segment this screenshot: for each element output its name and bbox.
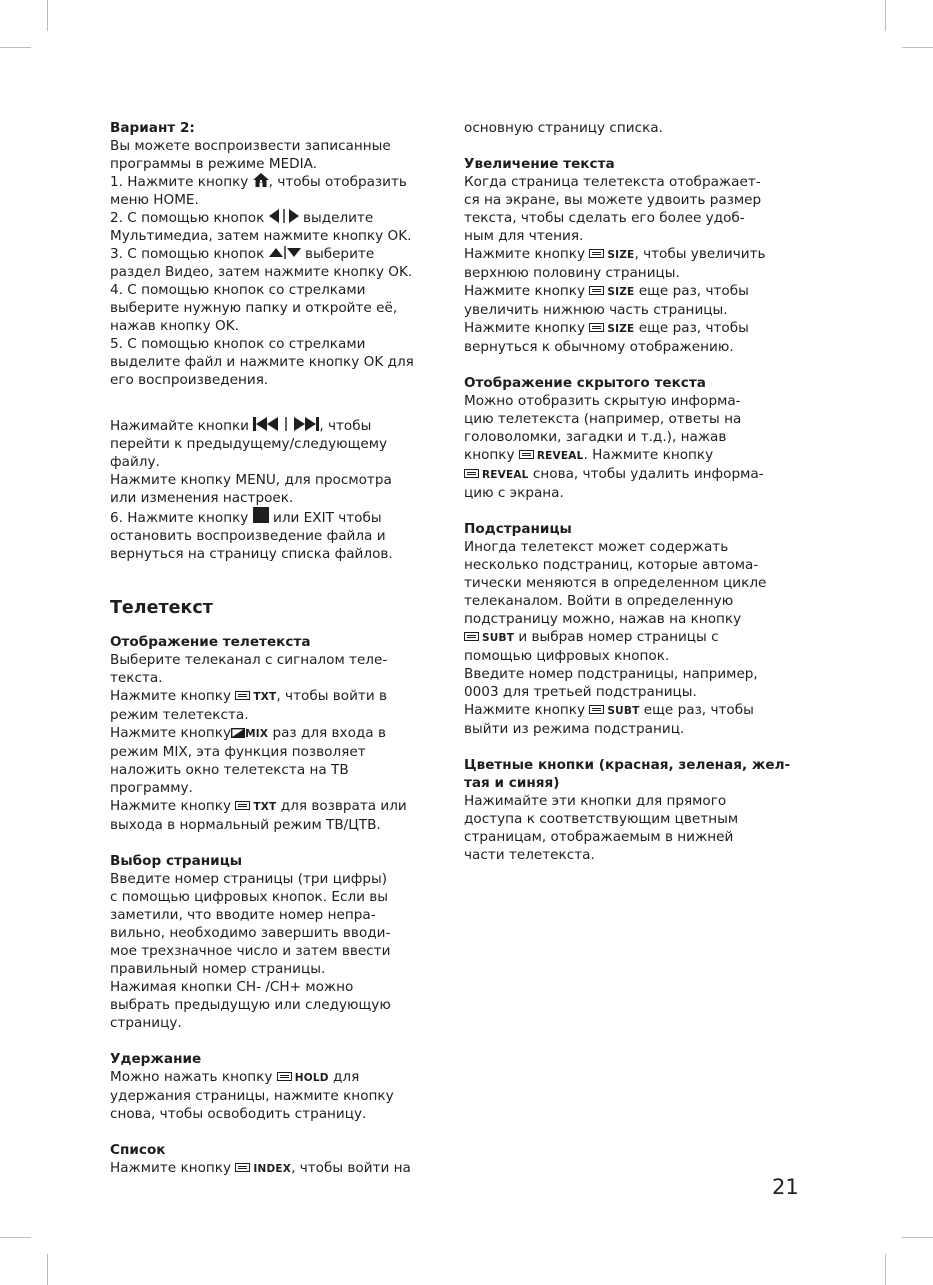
- size-icon: [589, 249, 604, 258]
- text-line: Можно отобразить скрытую информа-: [464, 393, 741, 409]
- text-line: текста.: [110, 670, 163, 686]
- text-span: и выбрав номер страницы с: [514, 629, 719, 645]
- subtitle-icon: [589, 705, 604, 714]
- crop-mark: [0, 1237, 31, 1238]
- text-line: меню HOME.: [110, 192, 199, 208]
- index-icon: [235, 1163, 250, 1172]
- button-label: MIX: [245, 728, 269, 740]
- text-span: еще раз, чтобы: [634, 283, 749, 299]
- text-span: или EXIT чтобы: [268, 510, 382, 526]
- color-buttons-heading: тая и синяя): [464, 775, 560, 791]
- text-line: мое трехзначное число и затем ввести: [110, 943, 391, 959]
- text-line: Когда страница телетекста отображает-: [464, 174, 761, 190]
- text-span: еще раз, чтобы: [639, 702, 754, 718]
- prev-next-icon: [253, 417, 319, 431]
- text-span: , чтобы: [319, 418, 372, 434]
- text-line: Введите номер подстраницы, например,: [464, 666, 758, 682]
- reveal-heading: Отображение скрытого текста: [464, 375, 706, 391]
- text-line: файлу.: [110, 454, 160, 470]
- size-icon: [589, 286, 604, 295]
- text-line: доступа к соответствующим цветным: [464, 811, 739, 827]
- text-line: нажав кнопку OK.: [110, 318, 239, 334]
- mix-icon: [231, 728, 245, 738]
- teletext-icon: [235, 691, 250, 700]
- text-span: для: [328, 1069, 360, 1085]
- text-line: Введите номер страницы (три цифры): [110, 871, 388, 887]
- button-label: TXT: [253, 801, 277, 813]
- text-line: снова, чтобы освободить страницу.: [110, 1106, 367, 1122]
- text-line: остановить воспроизведение файла и: [110, 528, 386, 544]
- button-label: SIZE: [607, 286, 635, 298]
- text-line: ся на экране, вы можете удвоить размер: [464, 192, 762, 208]
- text-line: 4. С помощью кнопок со стрелками: [110, 282, 366, 298]
- text-line: [110, 724, 444, 743]
- text-line: [464, 282, 798, 301]
- text-span: Нажмите кнопку: [110, 725, 232, 741]
- text-span: Нажмите кнопку: [464, 283, 590, 299]
- stop-icon: [253, 507, 269, 523]
- text-line: увеличить нижнюю часть страницы.: [464, 302, 728, 318]
- text-line: или изменения настроек.: [110, 490, 294, 506]
- text-span: Нажмите кнопку: [464, 702, 590, 718]
- text-span: , чтобы отобразить: [268, 174, 407, 190]
- crop-mark: [47, 0, 48, 31]
- text-span: 2. С помощью кнопок: [110, 210, 269, 226]
- text-line: Выберите телеканал с сигналом теле-: [110, 652, 388, 668]
- text-line: [110, 1068, 444, 1087]
- text-line: помощью цифровых кнопок.: [464, 648, 670, 664]
- text-line: Иногда телетекст может содержать: [464, 539, 729, 555]
- hold-heading: Удержание: [110, 1051, 202, 1067]
- text-line: основную страницу списка.: [464, 120, 663, 136]
- text-line: программу.: [110, 780, 193, 796]
- text-span: , чтобы войти на: [291, 1160, 411, 1176]
- left-right-arrows-icon: [269, 209, 299, 223]
- text-line: [464, 701, 798, 720]
- text-line: [464, 245, 798, 264]
- list-heading: Список: [110, 1142, 166, 1158]
- subpages-heading: Подстраницы: [464, 521, 572, 537]
- text-span: для возврата или: [276, 798, 407, 814]
- text-line: страницу.: [110, 1015, 182, 1031]
- text-line: [464, 319, 798, 338]
- crop-mark: [902, 47, 933, 48]
- text-span: Нажмите кнопку: [464, 246, 590, 262]
- text-line: [110, 507, 444, 527]
- text-line: цию с экрана.: [464, 485, 564, 501]
- text-span: 1. Нажмите кнопку: [110, 174, 253, 190]
- text-span: . Нажмите кнопку: [583, 447, 714, 463]
- teletext-icon: [235, 801, 250, 810]
- text-line: заметили, что вводите номер непра-: [110, 907, 376, 923]
- crop-mark: [885, 1254, 886, 1285]
- size-icon: [589, 323, 604, 332]
- text-span: 6. Нажмите кнопку: [110, 510, 253, 526]
- button-label: REVEAL: [536, 450, 584, 462]
- crop-mark: [902, 1237, 933, 1238]
- section-title: Телетекст: [110, 598, 213, 618]
- button-label: SIZE: [607, 249, 635, 261]
- text-line: головоломки, загадки и т.д.), нажав: [464, 429, 727, 445]
- subtitle-icon: [464, 632, 479, 641]
- button-label: INDEX: [253, 1163, 292, 1175]
- left-column: [110, 119, 444, 1178]
- text-span: Можно нажать кнопку: [110, 1069, 277, 1085]
- text-line: текста, чтобы сделать его более удоб-: [464, 210, 745, 226]
- text-line: его воспроизведения.: [110, 372, 269, 388]
- reveal-icon: [519, 450, 534, 459]
- text-line: [110, 687, 444, 706]
- text-line: 0003 для третьей подстраницы.: [464, 684, 697, 700]
- crop-mark: [885, 0, 886, 31]
- home-icon: [253, 173, 269, 187]
- text-line: цию телетекста (например, ответы на: [464, 411, 742, 427]
- text-line: выбрать предыдущую или следующую: [110, 997, 391, 1013]
- text-line: подстраницу можно, нажав на кнопку: [464, 611, 742, 627]
- text-line: 5. С помощью кнопок со стрелками: [110, 336, 366, 352]
- button-label: SIZE: [607, 323, 635, 335]
- text-line: [464, 628, 798, 647]
- right-column: [464, 119, 798, 864]
- reveal-icon: [464, 469, 479, 478]
- text-line: режим MIX, эта функция позволяет: [110, 744, 366, 760]
- text-line: выйти из режима подстраниц.: [464, 721, 685, 737]
- text-line: верхнюю половину страницы.: [464, 265, 680, 281]
- text-line: несколько подстраниц, которые автома-: [464, 557, 759, 573]
- text-line: Мультимедиа, затем нажмите кнопку OK.: [110, 228, 412, 244]
- text-line: [110, 173, 444, 191]
- text-span: Нажмите кнопку: [110, 798, 236, 814]
- text-line: [110, 417, 444, 435]
- text-line: выделите файл и нажмите кнопку OK для: [110, 354, 414, 370]
- text-span: еще раз, чтобы: [634, 320, 749, 336]
- text-span: раз для входа в: [268, 725, 386, 741]
- button-label: SUBT: [607, 705, 640, 717]
- text-span: , чтобы увеличить: [634, 246, 766, 262]
- text-span: 3. С помощью кнопок: [110, 246, 269, 262]
- text-line: [110, 209, 444, 227]
- button-label: SUBT: [482, 632, 515, 644]
- text-line: перейти к предыдущему/следующему: [110, 436, 388, 452]
- text-line: [110, 245, 444, 263]
- variant2-heading: Вариант 2:: [110, 120, 195, 136]
- text-line: [110, 1159, 444, 1178]
- crop-mark: [0, 47, 31, 48]
- page-select-heading: Выбор страницы: [110, 853, 243, 869]
- text-line: вильно, необходимо завершить вводи-: [110, 925, 391, 941]
- text-line: Нажимайте эти кнопки для прямого: [464, 793, 727, 809]
- text-line: правильный номер страницы.: [110, 961, 326, 977]
- text-line: страницам, отображаемым в нижней: [464, 829, 734, 845]
- page-number: 21: [772, 1175, 799, 1199]
- text-line: режим телетекста.: [110, 707, 249, 723]
- zoom-heading: Увеличение текста: [464, 156, 615, 172]
- text-span: выберите: [300, 246, 375, 262]
- text-line: части телетекста.: [464, 847, 595, 863]
- text-line: с помощью цифровых кнопок. Если вы: [110, 889, 389, 905]
- hold-icon: [277, 1072, 292, 1081]
- text-line: [464, 465, 798, 484]
- button-label: TXT: [253, 691, 277, 703]
- text-line: [110, 797, 444, 816]
- text-line: выберите нужную папку и откройте её,: [110, 300, 398, 316]
- text-line: выхода в нормальный режим ТВ/ЦТВ.: [110, 817, 381, 833]
- button-label: REVEAL: [482, 469, 529, 481]
- text-span: кнопку: [464, 447, 519, 463]
- text-line: вернуться к обычному отображению.: [464, 339, 734, 355]
- text-line: Нажмите кнопку MENU, для просмотра: [110, 472, 392, 488]
- text-line: Нажимая кнопки CH- /CH+ можно: [110, 979, 354, 995]
- color-buttons-heading: Цветные кнопки (красная, зеленая, жел-: [464, 757, 791, 773]
- text-span: , чтобы войти в: [276, 688, 388, 704]
- text-span: снова, чтобы удалить информа-: [528, 466, 764, 482]
- text-line: раздел Видео, затем нажмите кнопку OK.: [110, 264, 413, 280]
- text-line: программы в режиме MEDIA.: [110, 156, 318, 172]
- text-line: удержания страницы, нажмите кнопку: [110, 1088, 394, 1104]
- text-line: тически меняются в определенном цикле: [464, 575, 767, 591]
- button-label: HOLD: [294, 1072, 329, 1084]
- text-line: Вы можете воспроизвести записанные: [110, 138, 391, 154]
- text-span: Нажмите кнопку: [464, 320, 590, 336]
- text-span: Нажимайте кнопки: [110, 418, 254, 434]
- text-span: выделите: [298, 210, 374, 226]
- text-span: Нажмите кнопку: [110, 688, 236, 704]
- crop-mark: [47, 1254, 48, 1285]
- text-line: ным для чтения.: [464, 228, 584, 244]
- text-line: [464, 446, 798, 465]
- up-down-arrows-icon: [269, 246, 301, 259]
- text-line: наложить окно телетекста на ТВ: [110, 762, 349, 778]
- text-line: вернуться на страницу списка файлов.: [110, 546, 393, 562]
- text-span: Нажмите кнопку: [110, 1160, 236, 1176]
- teletext-display-heading: Отображение телетекста: [110, 634, 311, 650]
- text-line: телеканалом. Войти в определенную: [464, 593, 734, 609]
